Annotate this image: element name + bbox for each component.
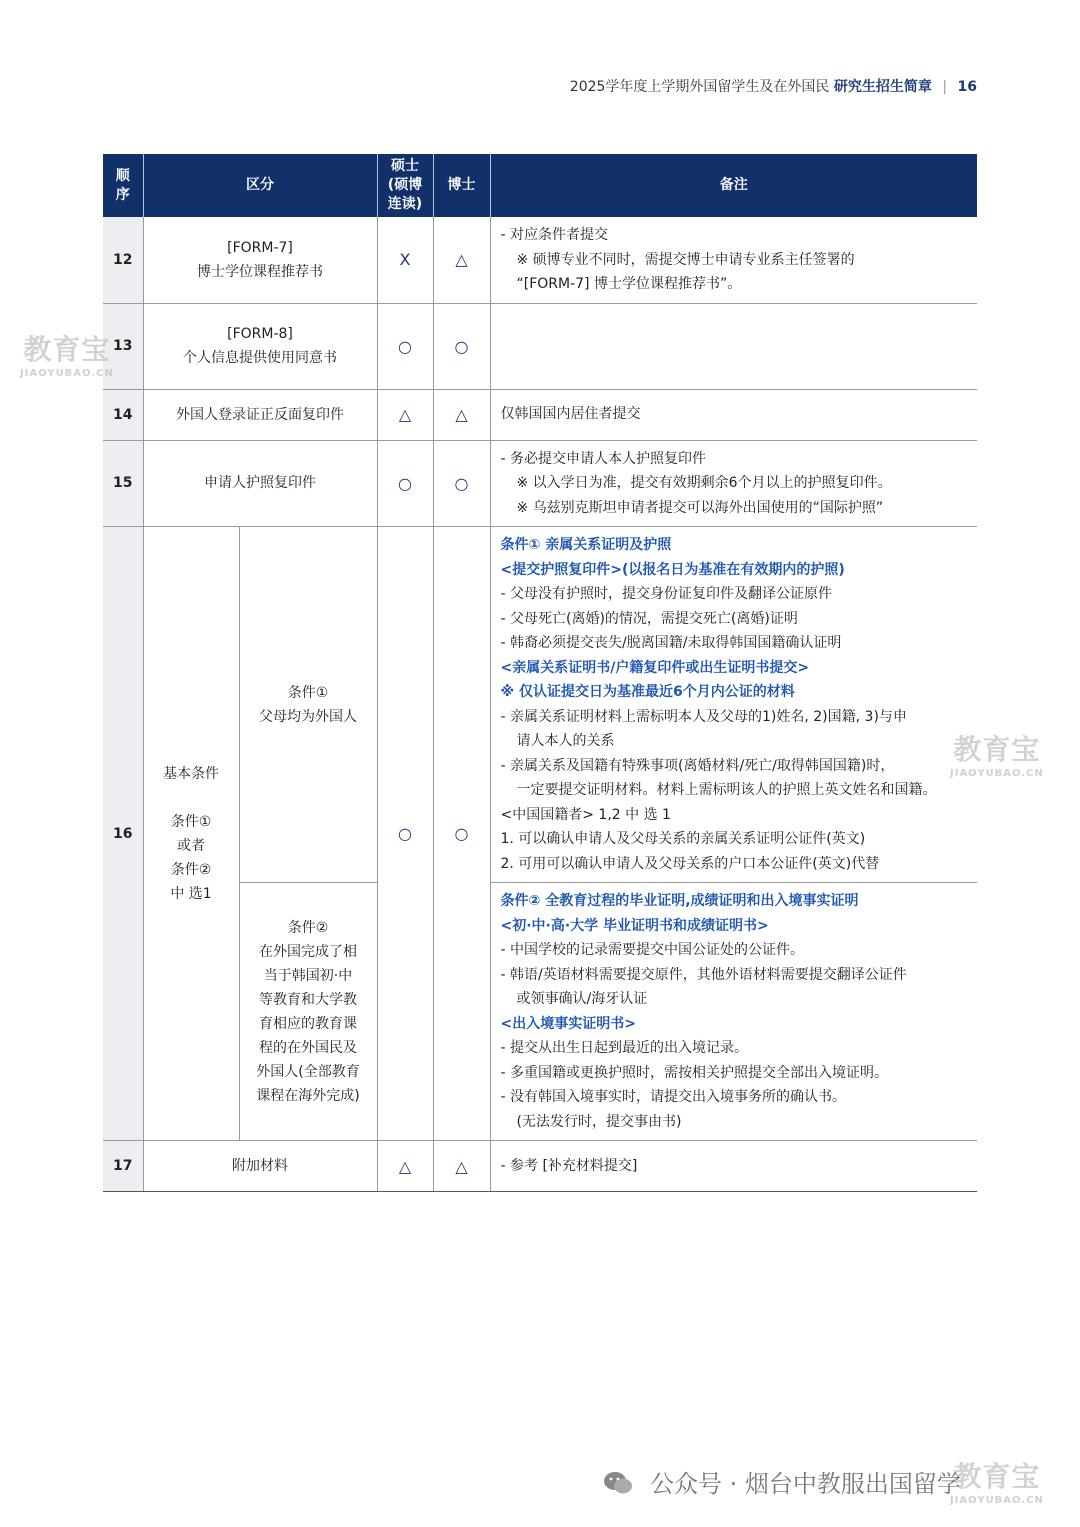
condition-1-label: 条件① 父母均为外国人 — [239, 527, 377, 883]
table-row — [103, 217, 977, 303]
row-category: [FORM-8] 个人信息提供使用同意书 — [143, 303, 377, 389]
row-category: 申请人护照复印件 — [143, 440, 377, 527]
master-mark: ○ — [377, 440, 433, 527]
basic-condition-label: 基本条件 条件① 或者 条件② 中 选1 — [143, 527, 239, 1141]
condition-2-label: 条件② 在外国完成了相 当于韩国初·中 等教育和大学教 育相应的教育课 程的在外国民及 外国人(全部教育 课程在海外完成) — [239, 883, 377, 1141]
header-text: 2025学年度上学期外国留学生及在外国民 — [569, 79, 830, 95]
row-remarks: 仅韩国国内居住者提交 — [490, 389, 977, 440]
condition-2-remarks: 条件② 全教育过程的毕业证明,成绩证明和出入境事实证明 <初·中·高·大学 毕业证明书和成绩证明书> - 中国学校的记录需要提交中国公证处的公证件。 - 韩语/英语材料需要提交原件，其他外语材料需要提交翻译公证件 或领事确认/海牙认证 <出入境事实证明书> - 提交从出生日起到最近的出入境记录。 - 多重国籍或更换护照时，需按相关护照提交全部出入境证明。 - 没有韩国入境事实时，请提交出入境事务所的确认书。 (无法发行时，提交事由书) — [490, 883, 977, 1141]
master-mark: △ — [377, 389, 433, 440]
table-row — [103, 527, 977, 883]
header-remarks: 备注 — [490, 154, 977, 217]
table-row — [103, 440, 977, 527]
doctor-mark: ○ — [433, 303, 490, 389]
doctor-mark: △ — [433, 1141, 490, 1192]
row-category: 附加材料 — [143, 1141, 377, 1192]
row-number: 17 — [103, 1141, 143, 1192]
condition-1-remarks: 条件① 亲属关系证明及护照 <提交护照复印件>(以报名日为基准在有效期内的护照) - 父母没有护照时，提交身份证复印件及翻译公证原件 - 父母死亡(离婚)的情况，需提交死亡(离婚)证明 - 韩裔必须提交丧失/脱离国籍/未取得韩国国籍确认证明 <亲属关系证明书/户籍复印件或出生证明书提交> ※ 仅认证提交日为基准最近6个月内公证的材料 - 亲属关系证明材料上需标明本人及父母的1)姓名, 2)国籍, 3)与申 请人本人的关系 - 亲属关系及国籍有特殊事项(离婚材料/死亡/取得韩国国籍)时， 一定要提交证明材料。材料上需标明该人的护照上英文姓名和国籍。 <中国国籍者> 1,2 中 选 1 1. 可以确认申请人及父母关系的亲属关系证明公证件(英文) 2. 可用可以确认申请人及父母关系的户口本公证件(英文)代替 — [490, 527, 977, 883]
table-row — [103, 1141, 977, 1192]
header-doctor: 博士 — [433, 154, 490, 217]
watermark-logo: 教育宝 JIAOYUBAO.CN — [950, 733, 1044, 779]
doctor-mark: △ — [433, 217, 490, 303]
doctor-mark: ○ — [433, 527, 490, 1141]
table-header-row — [103, 154, 977, 217]
row-remarks: - 对应条件者提交 ※ 硕博专业不同时，需提交博士申请专业系主任签署的 “[FORM-7] 博士学位课程推荐书”。 — [490, 217, 977, 303]
master-mark: △ — [377, 1141, 433, 1192]
row-number: 15 — [103, 440, 143, 527]
table-row — [103, 389, 977, 440]
wechat-icon — [603, 1473, 640, 1498]
row-number: 13 — [103, 303, 143, 389]
row-remarks: - 参考 [补充材料提交] — [490, 1141, 977, 1192]
row-number: 12 — [103, 217, 143, 303]
header-category: 区分 — [143, 154, 377, 217]
doctor-mark: △ — [433, 389, 490, 440]
page-header — [570, 76, 977, 96]
table-row — [103, 303, 977, 389]
watermark-logo: 教育宝 JIAOYUBAO.CN — [20, 333, 114, 379]
row-category: [FORM-7] 博士学位课程推荐书 — [143, 217, 377, 303]
documents-table — [103, 154, 977, 1192]
watermark-logo: 教育宝 JIAOYUBAO.CN — [950, 1460, 1044, 1506]
row-category: 外国人登录证正反面复印件 — [143, 389, 377, 440]
header-separator: | — [942, 79, 948, 95]
footer-credit — [603, 1464, 961, 1499]
row-number: 14 — [103, 389, 143, 440]
row-remarks: - 务必提交申请人本人护照复印件 ※ 以入学日为准，提交有效期剩余6个月以上的护照复印件。 ※ 乌兹别克斯坦申请者提交可以海外出国使用的“国际护照” — [490, 440, 977, 527]
page-number: 16 — [957, 79, 977, 95]
master-mark: ○ — [377, 527, 433, 1141]
master-mark: ○ — [377, 303, 433, 389]
row-number: 16 — [103, 527, 143, 1141]
doctor-mark: ○ — [433, 440, 490, 527]
header-no: 顺序 — [103, 154, 143, 217]
header-master: 硕士(硕博连读) — [377, 154, 433, 217]
header-title: 研究生招生简章 — [833, 79, 932, 95]
master-mark: X — [377, 217, 433, 303]
row-remarks — [490, 303, 977, 389]
footer-text: 公众号 · 烟台中教服出国留学 — [650, 1470, 961, 1498]
